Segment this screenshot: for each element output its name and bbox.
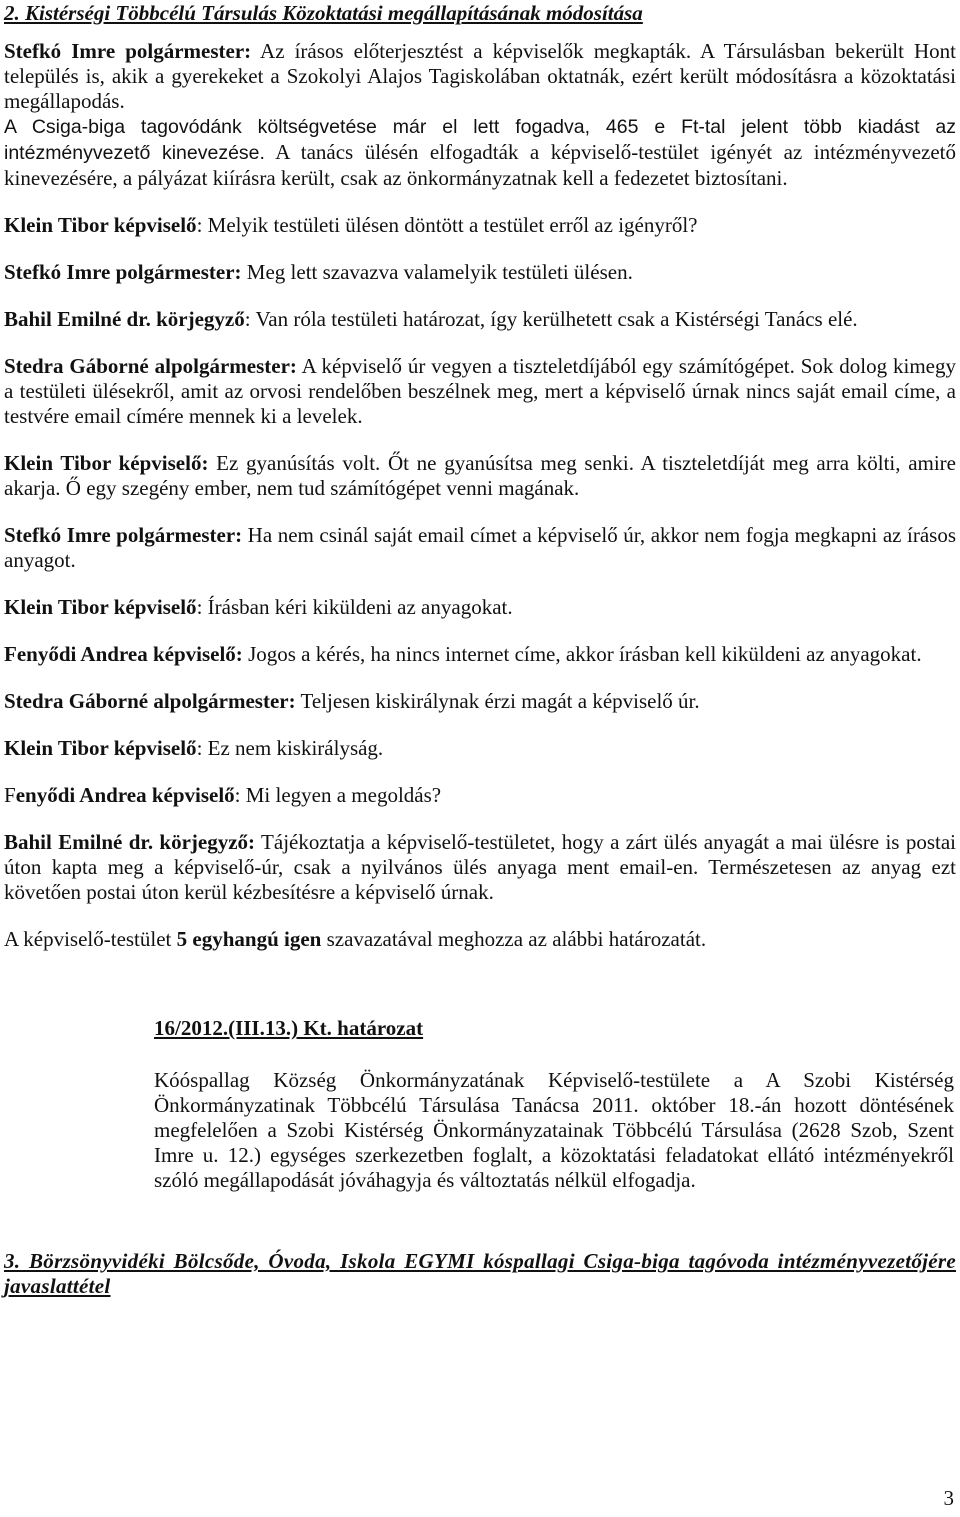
speech-text: : Ez nem kiskirályság. (196, 736, 384, 760)
resolution-body: Kóóspallag Község Önkormányzatának Képviselő-testülete a A Szobi Kistérség Önkormányzatinak Többcélú Társulása Tanácsa 2011. október 18.-án hozott döntésének megfelelően a Szobi Kistérség Önkormányzatainak Többcélú Társulása (2628 Szob, Szent Imre u. 12.) egységes szerkezetben foglalt, a közoktatási feladatokat ellátó intézményekről szóló megállapodását jóváhagyja és változtatás nélkül elfogadja. (154, 1068, 954, 1192)
paragraph-9 (4, 642, 956, 667)
paragraph-2 (4, 213, 956, 238)
speaker-label: Klein Tibor képviselő (4, 595, 197, 619)
speech-text: Ez gyanúsítás volt. Őt ne gyanúsítsa meg senki. A tiszteletdíját meg arra költi, amire akarja. Ő egy szegény ember, nem tud számítógépet venni magának. (4, 451, 956, 500)
speech-text: Tájékoztatja a képviselő-testületet, hogy a zárt ülés anyagát a mai ülésre is postai úton kapta meg a képviselő-úr, csak a nyilvános ülés anyaga ment email-en. Természetesen az anyag ezt követően postai úton kerül kézbesítésre a képviselő úrnak. (4, 830, 957, 904)
speech-text: Ha nem csinál saját email címet a képviselő úr, akkor nem fogja megkapni az írásos anyagot. (4, 523, 956, 572)
speech-text: : Írásban kéri kiküldeni az anyagokat. (196, 595, 513, 619)
paragraph-4 (4, 307, 956, 332)
speaker-label: Klein Tibor képviselő (4, 213, 197, 237)
paragraph-10 (4, 689, 956, 714)
section-heading-2: 2. Kistérségi Többcélú Társulás Közoktatási megállapításának módosítása (4, 1, 643, 25)
paragraph-13 (4, 830, 956, 905)
vote-text: A képviselő-testület (4, 927, 177, 951)
speech-text: A képviselő úr vegyen a tiszteletdíjából egy számítógépet. Sok dolog kimegy a testületi ülésekről, amit az orvosi rendelőben beszélnek meg, mert a képviselő úrnak nincs saját email címe, a testvére email címére mennek ki a levelek. (4, 354, 956, 428)
paragraph-14 (4, 927, 956, 952)
document-page (4, 0, 956, 1299)
section-heading-3: 3. Börzsönyvidéki Bölcsőde, Óvoda, Iskola EGYMI kóspallagi Csiga-biga tagóvoda intézményvezetőjére javaslattétel (4, 1249, 956, 1298)
speaker-initial: F (4, 783, 16, 807)
speaker-label: Bahil Emilné dr. körjegyző (4, 307, 245, 331)
speech-text: Meg lett szavazva valamelyik testületi ülésen. (241, 260, 633, 284)
vote-result: 5 egyhangú igen (176, 927, 322, 951)
page-number: 3 (943, 1486, 954, 1510)
speech-text: Az írásos előterjesztést a képviselők megkapták. A Társulásban bekerült Hont település is, akik a gyerekeket a Szokolyi Alajos Tagiskolában oktatnák, ezért került módosításra a közoktatási megállapodás. (4, 39, 957, 113)
paragraph-11 (4, 736, 956, 761)
paragraph-1 (4, 39, 956, 191)
paragraph-8 (4, 595, 956, 620)
paragraph-6 (4, 451, 956, 501)
speaker-label: Bahil Emilné dr. körjegyző: (4, 830, 256, 854)
speaker-label: Fenyődi Andrea képviselő: (4, 642, 243, 666)
speech-text-sans: A Csiga-biga tagovódánk költségvetése már el lett fogadva, 465 e Ft-tal jelent több kiadást az intézményvezető kinevezése. (4, 116, 956, 164)
speech-text: : Van róla testületi határozat, így kerülhetett csak a Kistérségi Tanács elé. (244, 307, 858, 331)
speaker-label: Klein Tibor képviselő (4, 736, 197, 760)
resolution-title: 16/2012.(III.13.) Kt. határozat (154, 1016, 424, 1040)
speech-text: Jogos a kérés, ha nincs internet címe, akkor írásban kell kiküldeni az anyagokat. (242, 642, 922, 666)
speaker-label: Stedra Gáborné alpolgármester: (4, 354, 297, 378)
speaker-label: Klein Tibor képviselő: (4, 451, 209, 475)
speaker-label: Stefkó Imre polgármester: (4, 260, 242, 284)
speech-text: : Mi legyen a megoldás? (234, 783, 442, 807)
speaker-label: Stedra Gáborné alpolgármester: (4, 689, 296, 713)
speech-text: Teljesen kiskirálynak érzi magát a képviselő úr. (295, 689, 700, 713)
speaker-label: Stefkó Imre polgármester: (4, 523, 243, 547)
paragraph-7 (4, 523, 956, 573)
paragraph-5 (4, 354, 956, 429)
speech-text: : Melyik testületi ülésen döntött a testület erről az igényről? (196, 213, 698, 237)
speaker-label: enyődi Andrea képviselő (15, 783, 235, 807)
speaker-label: Stefkó Imre polgármester: (4, 39, 252, 63)
paragraph-12 (4, 783, 956, 808)
paragraph-3 (4, 260, 956, 285)
speech-text: A tanács ülésén elfogadták a képviselő-testület igényét az intézményvezető kinevezésére, a pályázat kiírásra került, csak az önkormányzatnak kell a fedezetet biztosítani. (4, 140, 956, 190)
vote-text: szavazatával meghozza az alábbi határozatát. (321, 927, 707, 951)
